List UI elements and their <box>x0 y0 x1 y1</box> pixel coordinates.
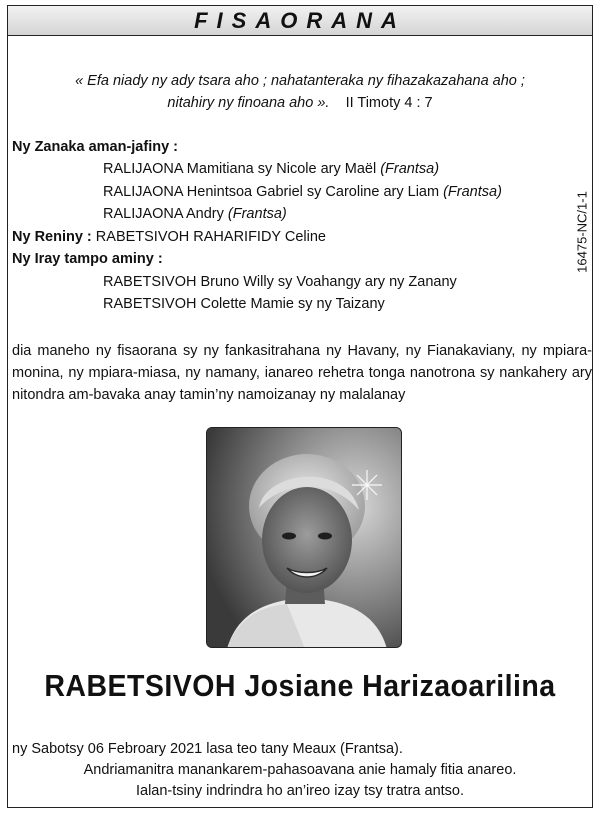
thanks-paragraph: dia maneho ny fisaorana sy ny fankasitrahana ny Havany, ny Fianakaviany, ny mpiara-monina, ny mpiara-miasa, ny namany, ianareo rehetra tonga nanotrona sy nankahery ary nitondra am-bavaka anay tamin’ny namoizanay ny malalanay <box>12 343 592 403</box>
mother-label: Ny Reniny : <box>12 229 92 245</box>
footer-line-2: Andriamanitra manankarem-pahasoavana anie hamaly fitia anareo. <box>83 762 517 778</box>
child-entry <box>103 158 439 180</box>
side-reference-code: 16475-NC/1-1 <box>574 191 590 273</box>
child-entry <box>103 203 287 225</box>
sibling-entry: RABETSIVOH Bruno Willy sy Voahangy ary ny Zanany <box>103 274 457 290</box>
footer-line-3: Ialan-tsiny indrindra ho an’ireo izay tsy tratra antso. <box>135 783 465 799</box>
bible-quote-line-1: « Efa niady ny ady tsara aho ; nahatanteraka ny fihazakazahana aho ; <box>75 73 525 89</box>
mother-name: RABETSIVOH RAHARIFIDY Celine <box>95 229 326 245</box>
child-entry <box>103 181 502 203</box>
bible-quote-text: nitahiry ny finoana aho ». <box>167 95 330 111</box>
siblings-label: Ny Iray tampo aminy : <box>12 251 163 267</box>
portrait-figure <box>207 428 402 648</box>
bible-quote-line-2 <box>0 93 600 113</box>
child-place: (Frantsa) <box>443 184 502 200</box>
footer-line-1: ny Sabotsy 06 Febroary 2021 lasa teo tany Meaux (Frantsa). <box>12 741 403 757</box>
notice-title: FISAORANA <box>194 7 406 33</box>
child-place: (Frantsa) <box>227 206 287 222</box>
child-name: RALIJAONA Henintsoa Gabriel sy Caroline ary Liam <box>103 184 440 200</box>
bible-reference: II Timoty 4 : 7 <box>345 95 433 111</box>
child-name: RALIJAONA Mamitiana sy Nicole ary Maël <box>103 161 377 177</box>
portrait-photo <box>206 427 402 648</box>
child-place: (Frantsa) <box>380 161 440 177</box>
title-bar <box>8 6 592 36</box>
children-label: Ny Zanaka aman-jafiny : <box>12 139 178 155</box>
sibling-entry: RABETSIVOH Colette Mamie sy ny Taizany <box>103 296 385 312</box>
deceased-name: RABETSIVOH Josiane Harizaoarilina <box>44 668 556 703</box>
child-name: RALIJAONA Andry <box>103 206 224 222</box>
mother-entry <box>12 226 326 248</box>
